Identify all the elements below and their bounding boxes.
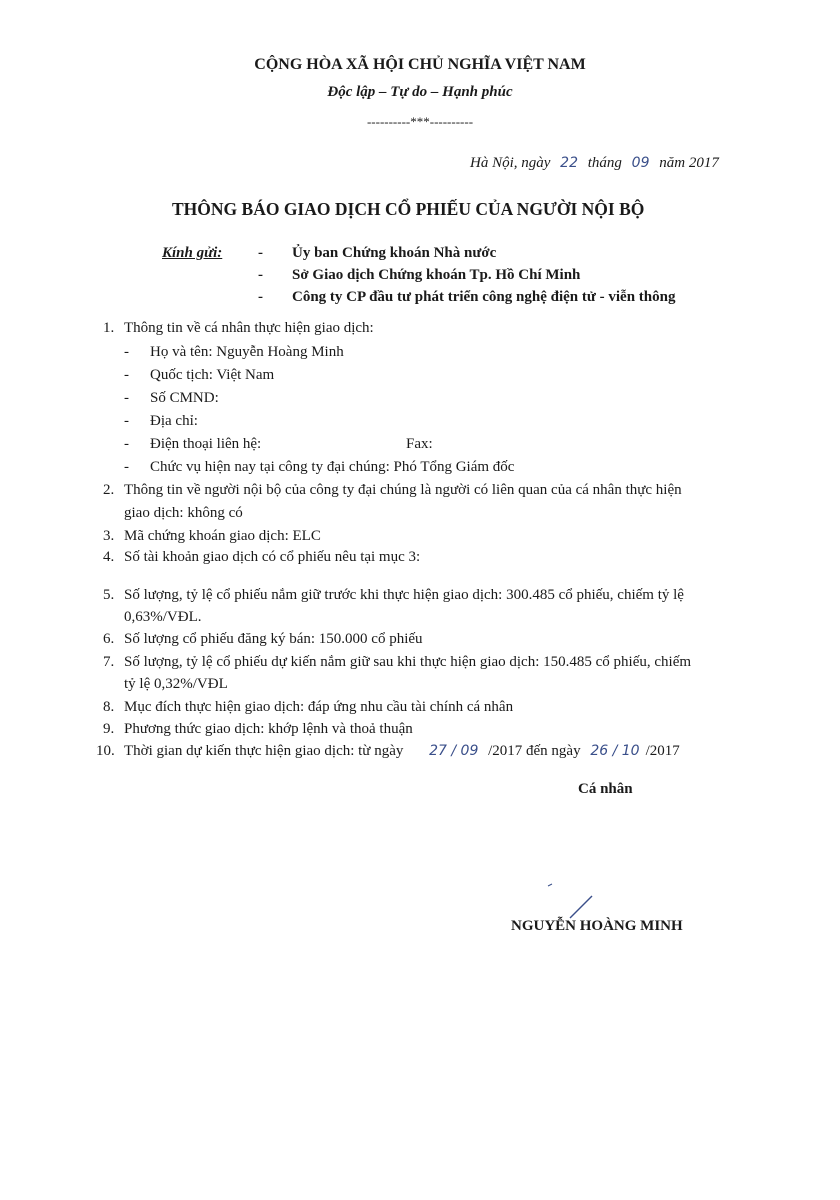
bullet: - [124, 367, 129, 383]
bullet: - [124, 413, 129, 429]
recipient-item: - [258, 267, 263, 283]
signer-role: Cá nhân [578, 781, 633, 797]
item-number: 6. [103, 631, 115, 647]
item-number: 4. [103, 549, 115, 565]
sub-item-fax: Fax: [406, 436, 433, 452]
item-text: Mã chứng khoán giao dịch: ELC [124, 528, 321, 544]
item-number: 10. [96, 743, 115, 759]
sub-item-id: Số CMND: [150, 390, 219, 406]
handwritten-from-date: 27 / 09 [429, 743, 479, 759]
signer-name: NGUYỄN HOÀNG MINH [511, 918, 683, 934]
bullet: - [124, 436, 129, 452]
bullet: - [124, 390, 129, 406]
recipient-item: Ủy ban Chứng khoán Nhà nước [292, 245, 497, 261]
item-text: Số lượng, tỷ lệ cổ phiếu dự kiến nắm giữ sau khi thực hiện giao dịch: 150.485 cổ phiếu, chiếm [124, 654, 692, 670]
recipient-item: Công ty CP đầu tư phát triển công nghệ điện tử - viễn thông [292, 289, 676, 305]
timeline-prefix: Thời gian dự kiến thực hiện giao dịch: từ ngày [124, 743, 404, 759]
date-line [470, 155, 719, 172]
item-text: Số lượng cổ phiếu đăng ký bán: 150.000 cổ phiếu [124, 631, 423, 647]
item-number: 9. [103, 721, 115, 737]
recipient-item: - [258, 245, 263, 261]
motto: Độc lập – Tự do – Hạnh phúc [327, 84, 513, 100]
item-text: giao dịch: không có [124, 505, 243, 521]
item-text: tỷ lệ 0,32%/VĐL [124, 676, 228, 692]
item-text [124, 743, 680, 760]
date-day: 22 [560, 155, 578, 171]
date-month: 09 [631, 155, 650, 171]
item-number: 5. [103, 587, 115, 603]
bullet: - [124, 344, 129, 360]
recipients-label: Kính gửi: [162, 245, 223, 261]
item-number: 1. [103, 320, 115, 336]
sub-item-phone: Điện thoại liên hệ: [150, 436, 262, 452]
date-prefix: Hà Nội, ngày [470, 155, 551, 171]
item-text: Số lượng, tỷ lệ cổ phiếu nắm giữ trước khi thực hiện giao dịch: 300.485 cổ phiếu, chiếm tỷ lệ [124, 587, 684, 603]
item-text: 0,63%/VĐL. [124, 609, 202, 625]
item-text: Thông tin về người nội bộ của công ty đại chúng là người có liên quan của cá nhân thực hiện [124, 482, 682, 498]
handwritten-to-date: 26 / 10 [590, 743, 640, 759]
item-text: Mục đích thực hiện giao dịch: đáp ứng nhu cầu tài chính cá nhân [124, 699, 514, 715]
item-number: 8. [103, 699, 115, 715]
national-title: CỘNG HÒA XÃ HỘI CHỦ NGHĨA VIỆT NAM [254, 56, 586, 73]
sub-item-address: Địa chỉ: [150, 413, 198, 429]
date-month-label: tháng [587, 155, 622, 171]
date-year: năm 2017 [659, 155, 719, 171]
timeline-from-suffix: /2017 đến ngày [488, 743, 581, 759]
item-text: Số tài khoản giao dịch có cổ phiếu nêu tại mục 3: [124, 549, 421, 565]
timeline-to-suffix: /2017 [645, 743, 680, 759]
recipient-item: Sở Giao dịch Chứng khoán Tp. Hồ Chí Minh [292, 267, 581, 283]
item-number: 7. [103, 654, 115, 670]
document-title: THÔNG BÁO GIAO DỊCH CỔ PHIẾU CỦA NGƯỜI NỘI BỘ [172, 199, 645, 219]
bullet: - [124, 459, 129, 475]
sub-item-position: Chức vụ hiện nay tại công ty đại chúng: Phó Tổng Giám đốc [150, 459, 515, 475]
recipient-item: - [258, 289, 263, 305]
sub-item-nationality: Quốc tịch: Việt Nam [150, 367, 275, 383]
item-text: Thông tin về cá nhân thực hiện giao dịch: [124, 320, 374, 336]
item-number: 2. [103, 482, 115, 498]
sub-item-name: Họ và tên: Nguyễn Hoàng Minh [150, 344, 344, 360]
item-text: Phương thức giao dịch: khớp lệnh và thoả thuận [124, 721, 413, 737]
header-separator: ----------***---------- [366, 114, 474, 129]
item-number: 3. [103, 528, 115, 544]
